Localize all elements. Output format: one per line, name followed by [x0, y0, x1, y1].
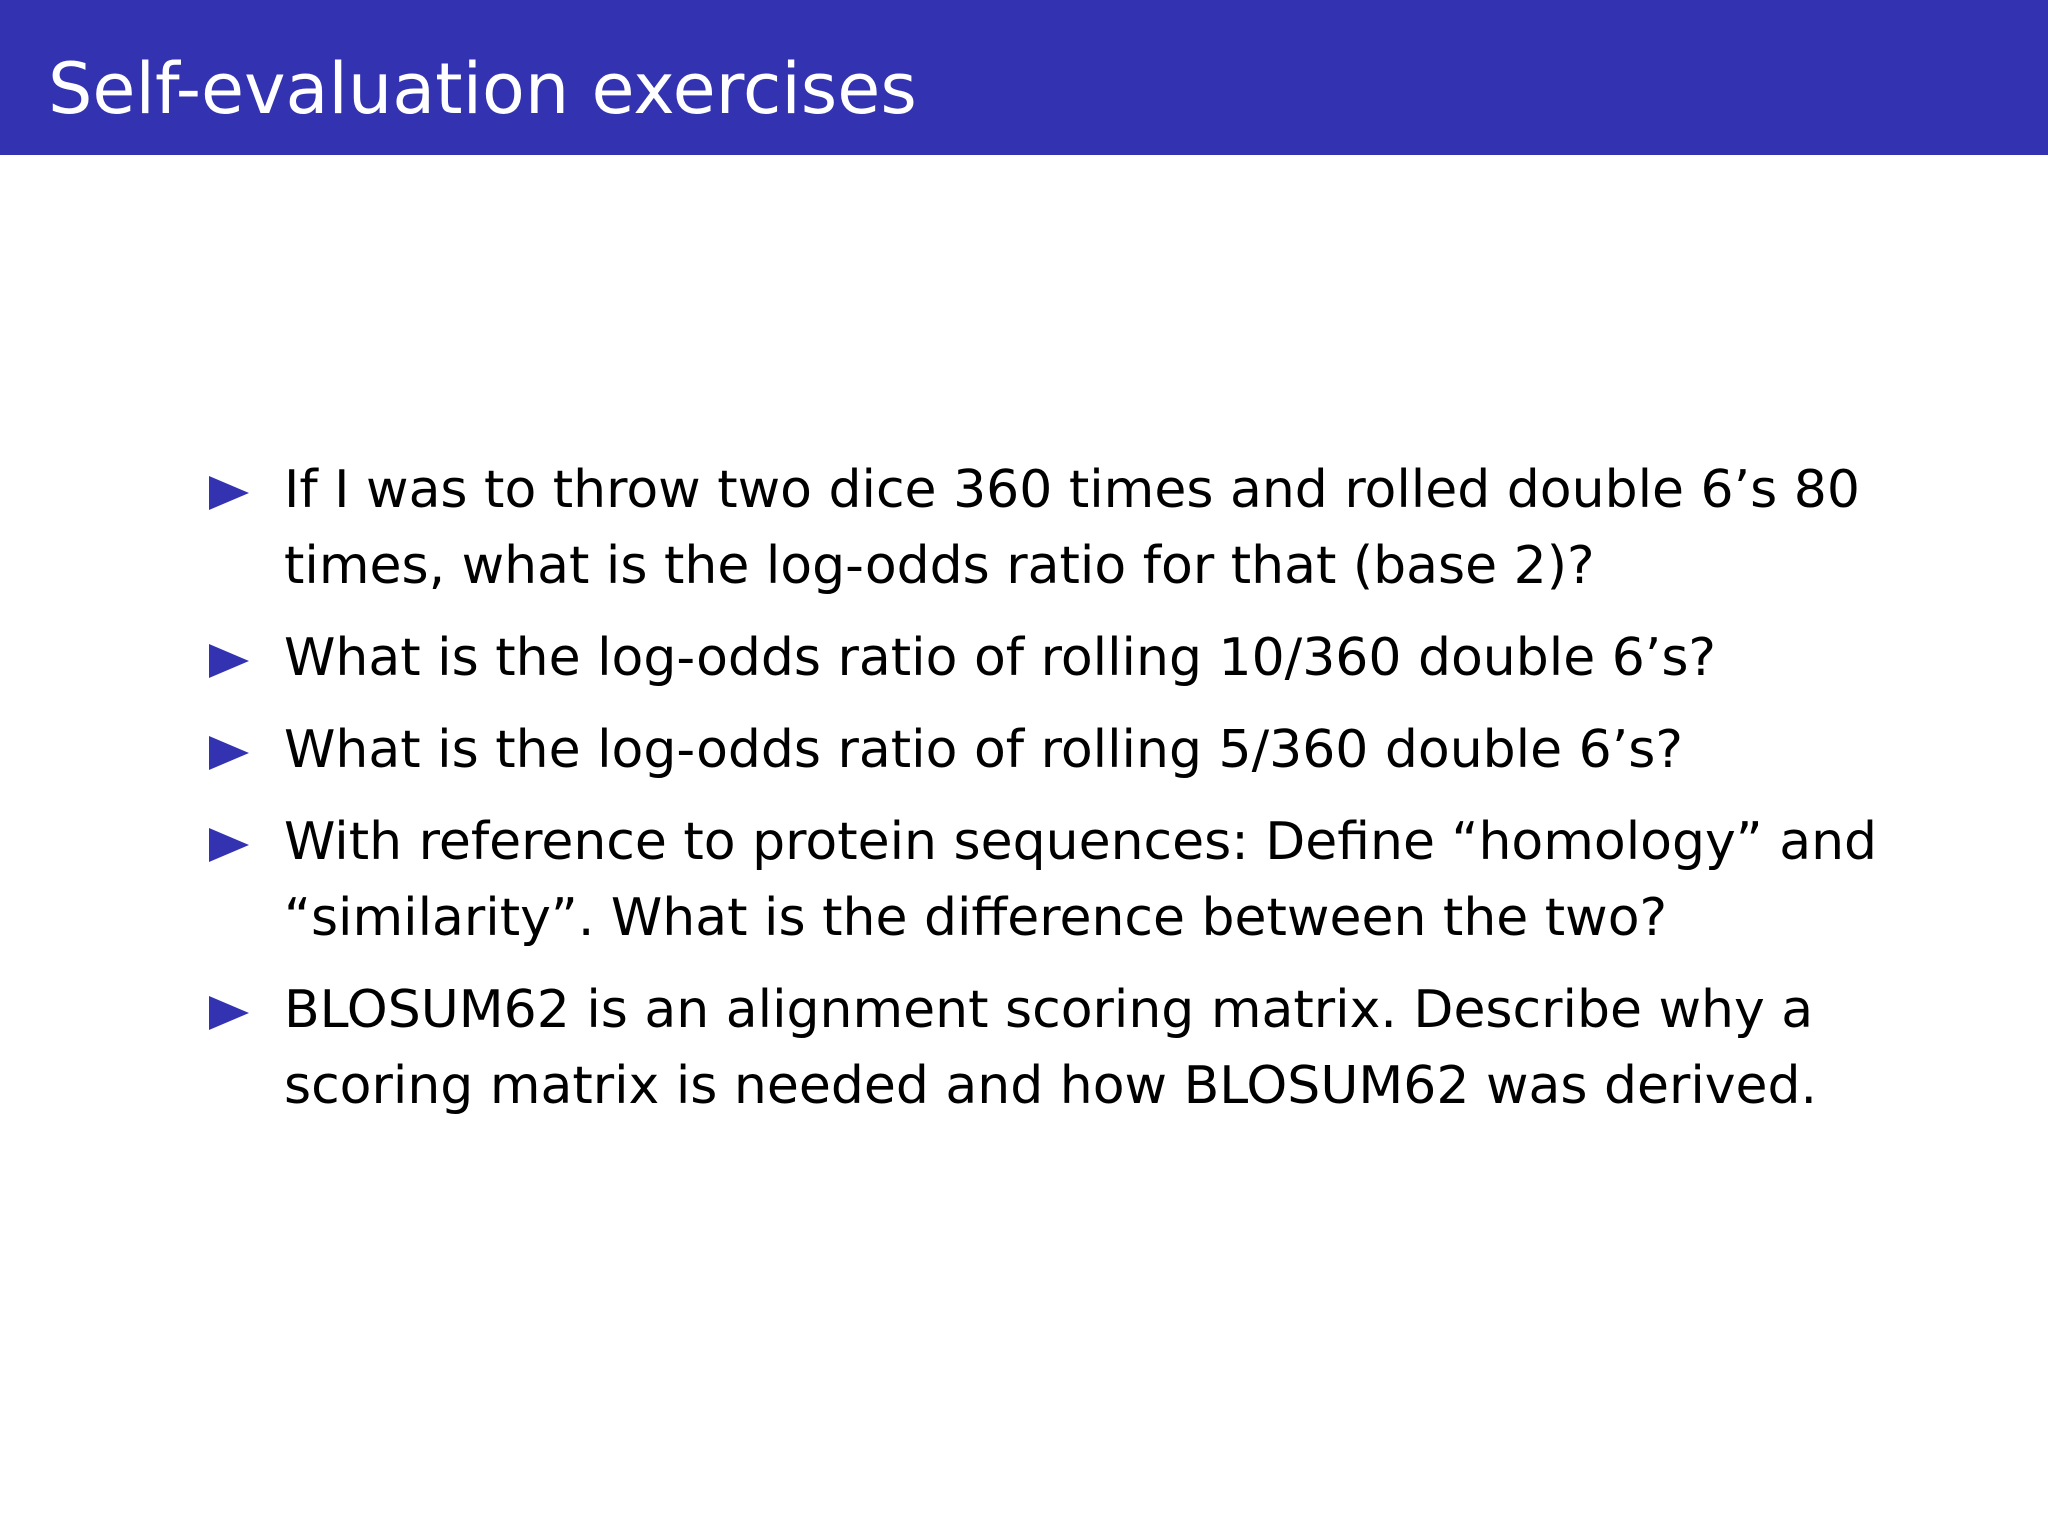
- exercise-item-1: [207, 452, 1887, 604]
- exercise-item-text: What is the log-odds ratio of rolling 10/360 double 6’s?: [284, 628, 1717, 688]
- exercise-item-2: [207, 620, 1887, 696]
- exercise-item-3: [207, 712, 1887, 788]
- title-bar: [0, 0, 2048, 155]
- exercise-item-5: [207, 972, 1887, 1124]
- exercise-item-text: If I was to throw two dice 360 times and rolled double 6’s 80 times, what is the log-odds ratio for that (base 2)?: [284, 460, 1860, 596]
- exercise-list: [207, 452, 1887, 1140]
- exercise-item-4: [207, 804, 1887, 956]
- triangle-right-icon: [209, 828, 249, 862]
- triangle-right-icon: [209, 996, 249, 1030]
- triangle-right-icon: [209, 476, 249, 510]
- exercise-item-text: With reference to protein sequences: Define “homology” and “similarity”. What is the difference between the two?: [284, 812, 1878, 948]
- slide-title: Self-evaluation exercises: [48, 48, 917, 130]
- exercise-item-text: BLOSUM62 is an alignment scoring matrix. Describe why a scoring matrix is needed and how BLOSUM62 was derived.: [284, 980, 1818, 1116]
- triangle-right-icon: [209, 644, 249, 678]
- triangle-right-icon: [209, 736, 249, 770]
- exercise-item-text: What is the log-odds ratio of rolling 5/360 double 6’s?: [284, 720, 1683, 780]
